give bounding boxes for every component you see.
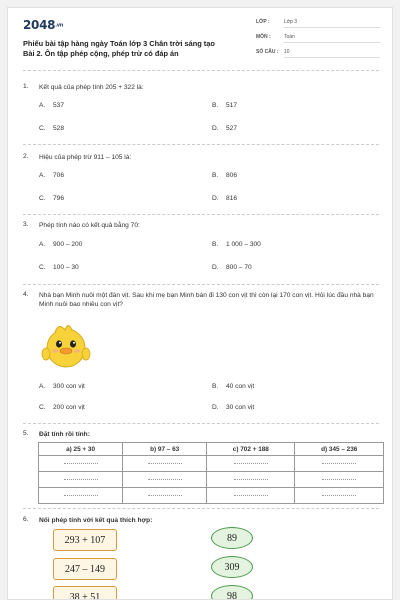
calc-header: a) 25 + 30	[39, 443, 123, 456]
q1-option-c[interactable]: C. 528	[39, 125, 65, 132]
result-bubble[interactable]: 309	[211, 556, 253, 578]
q4-option-a[interactable]: A. 300 con vịt	[39, 383, 85, 390]
calc-header: c) 702 + 188	[207, 443, 295, 456]
answer-cell[interactable]	[39, 472, 123, 488]
answer-cell[interactable]	[39, 488, 123, 504]
divider	[23, 70, 379, 71]
calc-header: d) 345 – 236	[295, 443, 384, 456]
q2-option-c[interactable]: C. 796	[39, 195, 65, 202]
q3-option-b[interactable]: B. 1 000 – 300	[212, 241, 261, 248]
result-bubble[interactable]: 89	[211, 527, 253, 549]
page-title: Phiếu bài tập hàng ngày Toán lớp 3 Chân trời sáng tạo Bài 2. Ôn tập phép cộng, phép trừ có đáp án	[23, 39, 215, 58]
answer-cell[interactable]	[207, 488, 295, 504]
result-bubble[interactable]: 98	[211, 585, 253, 600]
answer-cell[interactable]	[207, 472, 295, 488]
q4-option-c[interactable]: C. 200 con vịt	[39, 404, 85, 411]
q4-option-d[interactable]: D. 30 con vịt	[212, 404, 255, 411]
divider	[23, 284, 379, 285]
divider	[23, 508, 379, 509]
expression-card[interactable]: 38 + 51	[53, 586, 117, 600]
q2-option-a[interactable]: A. 706	[39, 172, 65, 179]
answer-cell[interactable]	[123, 456, 207, 472]
answer-cell[interactable]	[295, 488, 384, 504]
calculation-table	[38, 442, 384, 504]
expression-card[interactable]: 293 + 107	[53, 529, 117, 551]
expression-card[interactable]: 247 – 149	[53, 558, 117, 580]
answer-cell[interactable]	[123, 472, 207, 488]
answer-cell[interactable]	[207, 456, 295, 472]
worksheet: 2048.vn Phiếu bài tập hàng ngày Toán lớp 3 Chân trời sáng tạo Bài 2. Ôn tập phép cộng, phép trừ có đáp án LỚP : Lớp 3 MÔN : Toán SỐ CÂU : 10 1. Kết quả của phép tính 205 + 322 là: A. 537 B. 517 C. 528 D. 527 2. Hiệu của phép trừ 911 – 105 là: A. 706 B. 806 C. 796 D. 816 3. Phép tính nào có kết quả bằng 70: A. 900 – 200 B. 1 000 – 300 C. 100 – 30 D. 800 – 70 4. Nhà bạn Minh nuôi một đàn vịt. Sau khi mẹ bạn Minh bán đi 130 con vịt thì còn lại 170 con vịt. Hỏi lúc đầu nhà bạn Minh nuôi bao nhiêu con vịt? A. 300 con vịt B. 40 con vịt C. 200 con vịt D. 30 con vịt 5. Đặt tính rồi tính: a) 25 + 30 b) 97 – 63 c) 702 + 188 d) 345 – 236 6. Nối phép tính với kết quả thích hợp: 293 + 107 247 – 149 38 + 51 89 309 98	[7, 7, 393, 600]
site-logo[interactable]: 2048.vn	[23, 18, 64, 32]
q3-option-a[interactable]: A. 900 – 200	[39, 241, 83, 248]
q3-option-c[interactable]: C. 100 – 30	[39, 264, 79, 271]
q2-option-d[interactable]: D. 816	[212, 195, 238, 202]
q3-option-d[interactable]: D. 800 – 70	[212, 264, 252, 271]
answer-cell[interactable]	[295, 456, 384, 472]
divider	[23, 214, 379, 215]
q2-option-b[interactable]: B. 806	[212, 172, 238, 179]
q4-option-b[interactable]: B. 40 con vịt	[212, 383, 255, 390]
divider	[23, 423, 379, 424]
q1-option-b[interactable]: B. 517	[212, 102, 238, 109]
q1-option-a[interactable]: A. 537	[39, 102, 65, 109]
duck-illustration	[41, 318, 91, 370]
answer-cell[interactable]	[295, 472, 384, 488]
answer-cell[interactable]	[39, 456, 123, 472]
q1-option-d[interactable]: D. 527	[212, 125, 238, 132]
divider	[23, 144, 379, 145]
calc-header: b) 97 – 63	[123, 443, 207, 456]
answer-cell[interactable]	[123, 488, 207, 504]
